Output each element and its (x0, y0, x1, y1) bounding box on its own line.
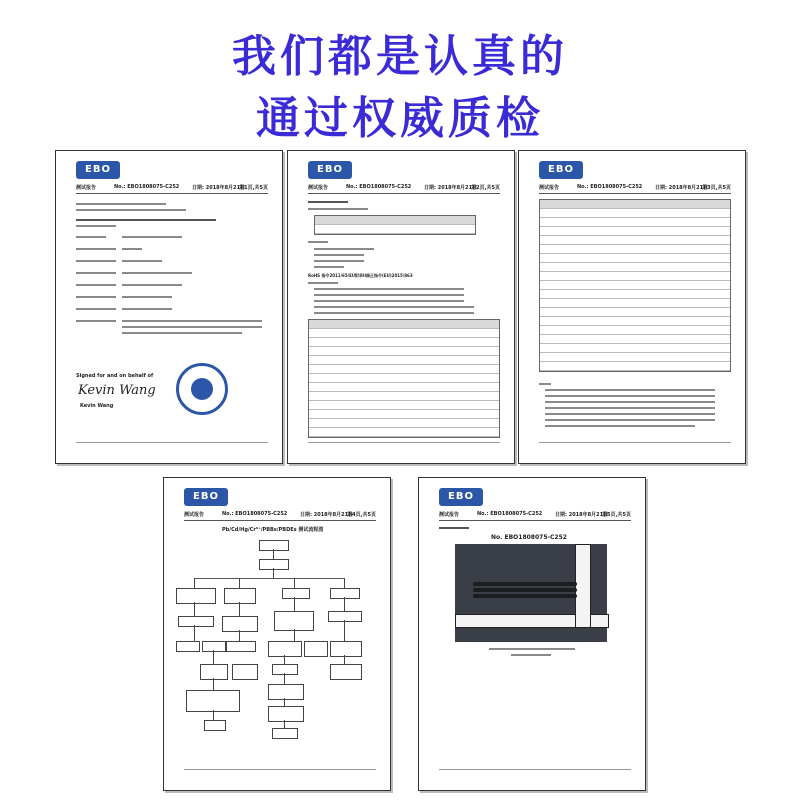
report-header: 测试报告 No.: EBO1808075-C252 日期: 2018年8月21日 第2页,共5页 (308, 183, 500, 194)
report-page-number: 第2页,共5页 (471, 185, 500, 191)
results-table (539, 199, 731, 372)
test-report-page-5 (418, 477, 646, 791)
certification-stamp (176, 363, 228, 415)
ebo-logo: EBO (439, 488, 483, 506)
sign-note: Signed for and on behalf of (76, 373, 154, 379)
ebo-logo: EBO (184, 488, 228, 506)
sample-table (314, 215, 476, 235)
results-table (308, 319, 500, 438)
signature: Kevin Wang (78, 383, 156, 398)
report-header: 测试报告 No.: EBO1808075-C252 日期: 2018年8月21日 第4页,共5页 (184, 510, 376, 521)
test-report-page-3 (518, 150, 746, 464)
report-header: 测试报告 No.: EBO1808075-C252 日期: 2018年8月21日 第5页,共5页 (439, 510, 631, 521)
flowchart-title: Pb/Cd/Hg/Cr⁶⁺/PBBs/PBDEs 测试流程图 (222, 527, 324, 533)
headline-line-2: 通过权威质检 (256, 93, 544, 144)
ebo-logo: EBO (539, 161, 583, 179)
test-report-page-1 (55, 150, 283, 464)
ebo-logo: EBO (76, 161, 120, 179)
headline-line-1: 我们都是认真的 (232, 31, 568, 82)
report-header (76, 183, 268, 194)
report-page-number: 第5页,共5页 (602, 512, 631, 518)
report-header: 测试报告 No.: EBO1808075-C252 日期: 2018年8月21日 第3页,共5页 (539, 183, 731, 194)
ebo-logo: EBO (308, 161, 352, 179)
report-page-number: 第4页,共5页 (347, 512, 376, 518)
test-report-page-4 (163, 477, 391, 791)
report-number: No.: EBO1808075-C252 (114, 184, 180, 190)
sample-photo (455, 544, 607, 642)
signer-name: Kevin Wang (80, 403, 114, 409)
report-page-number: 第1页,共5页 (239, 185, 268, 191)
sample-number: No. EBO1808075-C252 (491, 534, 567, 541)
report-date: 日期: 2018年8月21日 (192, 185, 246, 191)
report-page-number: 第3页,共5页 (702, 185, 731, 191)
report-label: 测试报告 (76, 185, 97, 191)
rohs-section-title: RoHS 指令2011/65/EU附录II修正指令(EU)2015/863 (308, 273, 413, 278)
test-report-page-2 (287, 150, 515, 464)
